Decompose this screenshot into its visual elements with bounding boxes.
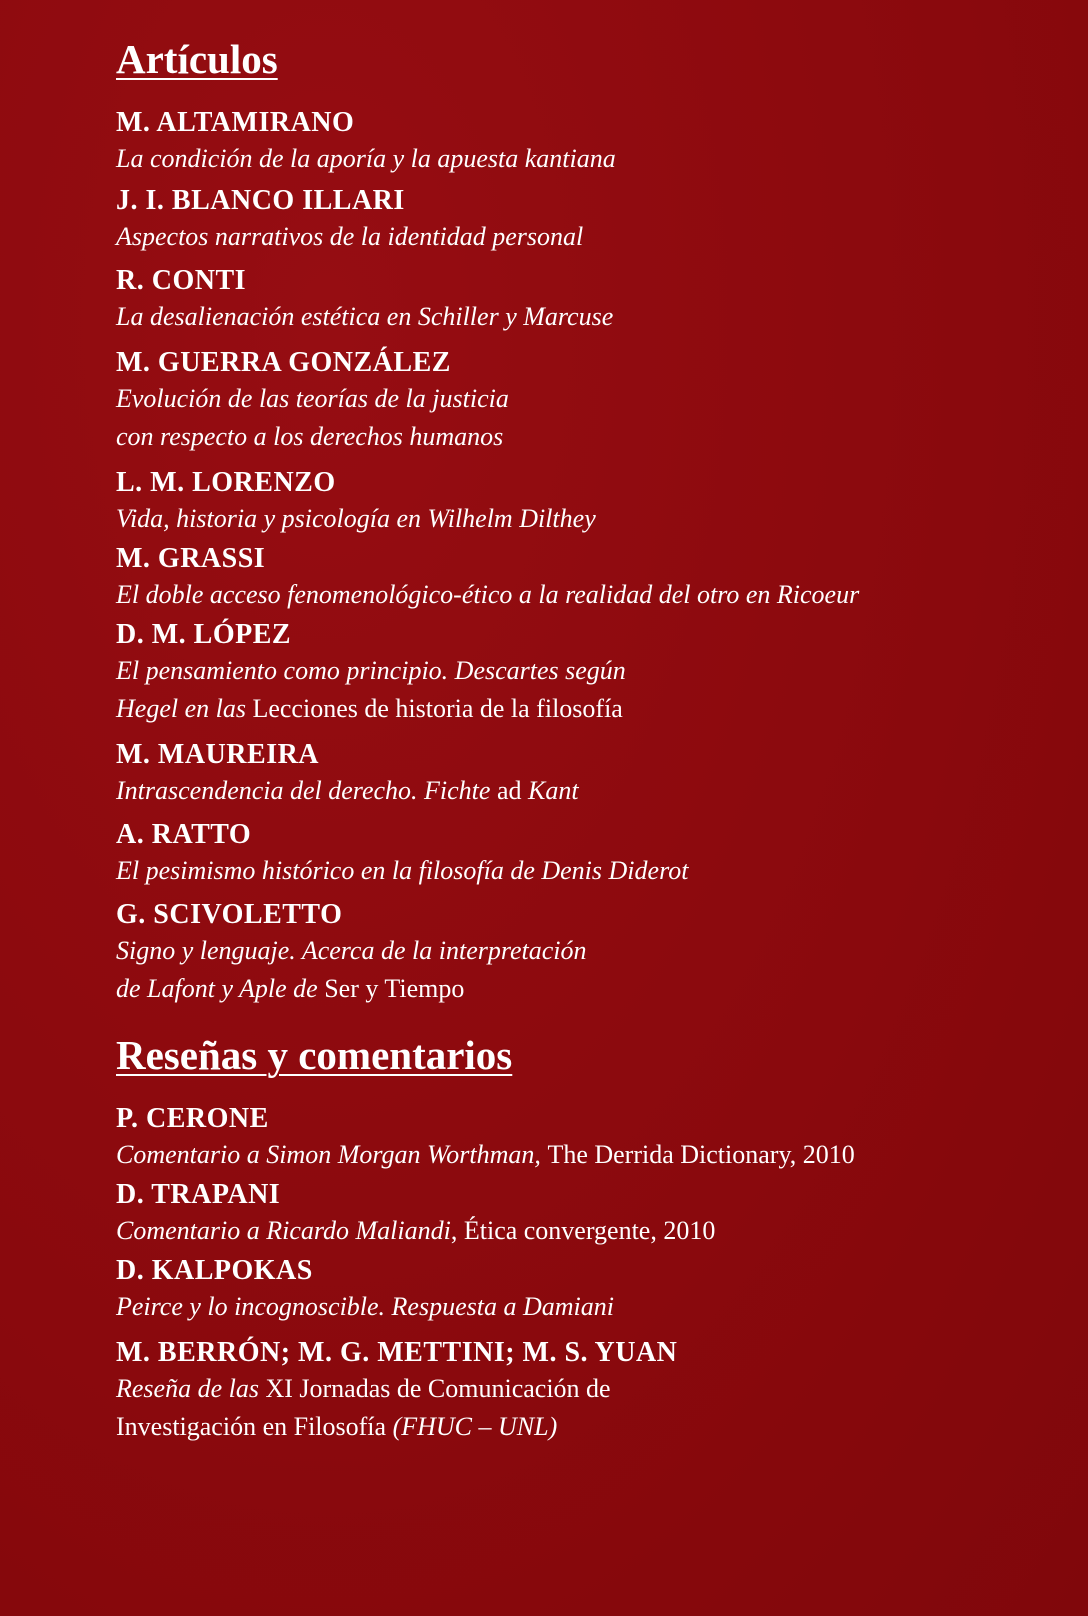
title-segment: El pensamiento como principio. Descartes según: [116, 656, 626, 685]
title-segment: de Lafont y Aple de: [116, 974, 325, 1003]
title-segment: Ser y Tiempo: [324, 974, 465, 1003]
title-segment: Aspectos narrativos de la identidad personal: [116, 222, 584, 251]
list-item: [116, 346, 1056, 456]
title-segment: Kant: [521, 776, 579, 805]
entry-author: M. ALTAMIRANO: [116, 107, 355, 138]
list-item: [116, 184, 1056, 256]
title-segment: La desalienación estética en Schiller y Marcuse: [116, 302, 614, 331]
entry-title-line: [116, 500, 1056, 538]
title-segment: ad: [496, 776, 522, 805]
title-segment: Vida, historia y psicología en Wilhelm Dilthey: [116, 504, 596, 533]
list-item: [116, 106, 1056, 178]
title-segment: La condición de la aporía y la apuesta kantiana: [116, 144, 616, 173]
table-of-contents: [116, 34, 1056, 1446]
entry-author: D. TRAPANI: [116, 1179, 281, 1210]
entry-author: L. M. LORENZO: [116, 467, 336, 498]
title-segment: Comentario a Simon Morgan Worthman,: [116, 1140, 548, 1169]
title-segment: Comentario a Ricardo Maliandi: [116, 1216, 451, 1245]
entry-author: M. MAUREIRA: [116, 739, 320, 770]
entry-title-line: [116, 298, 1056, 336]
entry-title-line: [116, 218, 1056, 256]
entry-title-line: [116, 932, 1056, 970]
list-item: [116, 618, 1056, 728]
entry-author: R. CONTI: [116, 265, 247, 296]
entry-title-line: [116, 690, 1056, 728]
list-item: [116, 542, 1056, 614]
entry-author: P. CERONE: [116, 1103, 269, 1134]
list-item: [116, 1178, 1056, 1250]
list-item: [116, 1336, 1056, 1446]
entry-title-line: [116, 1136, 1056, 1174]
entry-author: A. RATTO: [116, 819, 252, 850]
title-segment: The Derrida Dictionary, 2010: [547, 1140, 855, 1169]
entry-title-line: [116, 576, 1056, 614]
list-item: [116, 1254, 1056, 1326]
title-segment: Signo y lenguaje. Acerca de la interpretación: [116, 936, 587, 965]
entry-author: M. GRASSI: [116, 543, 266, 574]
entry-author: M. BERRÓN; M. G. METTINI; M. S. YUAN: [116, 1337, 678, 1368]
entry-author: M. GUERRA GONZÁLEZ: [116, 347, 451, 378]
title-segment: con respecto a los derechos humanos: [116, 422, 504, 451]
entry-title-line: [116, 1408, 1056, 1446]
title-segment: Hegel en las: [116, 694, 253, 723]
entry-title-line: [116, 970, 1056, 1008]
entry-title-line: [116, 418, 1056, 456]
entry-title-line: [116, 772, 1056, 810]
title-segment: Investigación en Filosofía: [116, 1412, 393, 1441]
section-heading-resenas: Reseñas y comentarios: [116, 1032, 513, 1078]
entry-author: G. SCIVOLETTO: [116, 899, 343, 930]
entry-title-line: [116, 852, 1056, 890]
title-segment: El pesimismo histórico en la filosofía de Denis Diderot: [116, 856, 689, 885]
title-segment: XI Jornadas de Comunicación de: [265, 1374, 611, 1403]
entry-author: D. KALPOKAS: [116, 1255, 313, 1286]
entry-author: J. I. BLANCO ILLARI: [116, 185, 405, 216]
reviews-list: [116, 1102, 1056, 1446]
list-item: [116, 898, 1056, 1008]
section-heading-articulos: Artículos: [116, 36, 278, 82]
entry-author: D. M. LÓPEZ: [116, 619, 292, 650]
title-segment: , Ética convergente, 2010: [450, 1216, 716, 1245]
entry-title-line: [116, 380, 1056, 418]
articles-list: [116, 106, 1056, 1008]
list-item: [116, 466, 1056, 538]
title-segment: Intrascendencia del derecho. Fichte: [116, 776, 497, 805]
entry-title-line: [116, 1288, 1056, 1326]
title-segment: El doble acceso fenomenológico-ético a la realidad del otro en Ricoeur: [116, 580, 860, 609]
entry-title-line: [116, 652, 1056, 690]
list-item: [116, 738, 1056, 810]
title-segment: Peirce y lo incognoscible. Respuesta a Damiani: [116, 1292, 614, 1321]
title-segment: Reseña de las: [116, 1374, 266, 1403]
title-segment: Evolución de las teorías de la justicia: [116, 384, 509, 413]
entry-title-line: [116, 1370, 1056, 1408]
list-item: [116, 1102, 1056, 1174]
list-item: [116, 818, 1056, 890]
list-item: [116, 264, 1056, 336]
title-segment: Lecciones de historia de la filosofía: [252, 694, 623, 723]
entry-title-line: [116, 1212, 1056, 1250]
entry-title-line: [116, 140, 1056, 178]
title-segment: (FHUC – UNL): [392, 1412, 558, 1441]
